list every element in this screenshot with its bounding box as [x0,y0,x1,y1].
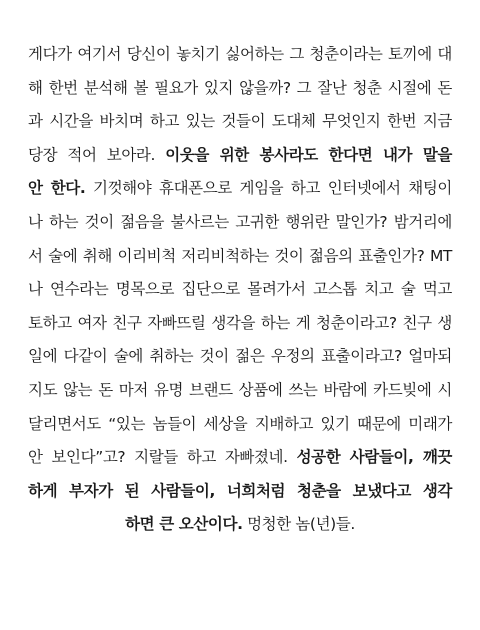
text-run: 해 한번 분석해 볼 필요가 있지 않을까? 그 잘난 청춘 시절에 돈 [28,78,452,97]
text-run: 나 하는 것이 젊음을 불사르는 고귀한 행위란 말인가? 밤거리에 [28,212,452,231]
text-run: 토하고 여자 친구 자빠뜨릴 생각을 하는 게 청춘이라고? 친구 생 [28,313,452,332]
text-line [28,273,452,307]
text-line [28,374,452,408]
text-line [28,441,452,475]
text-line [28,38,452,72]
text-run: 멍청한 놈(년)들. [242,515,355,534]
text-line [28,240,452,274]
text-line [28,475,452,509]
text-line [28,206,452,240]
text-run: 게다가 여기서 당신이 놓치기 싫어하는 그 청춘이라는 토끼에 대 [28,45,452,63]
body-paragraph [28,38,452,542]
text-run: 기껏해야 휴대폰으로 게임을 하고 인터넷에서 채팅이 [85,179,452,198]
bold-text-run: 하면 큰 오산이다. [125,515,243,534]
text-run: 과 시간을 바치며 하고 있는 것들이 도대체 무엇인지 한번 지금 [28,112,452,131]
bold-text-run: 성공한 사람들이, 깨끗 [296,448,452,467]
bold-text-run: 안 한다. [28,179,86,198]
text-run: 서 술에 취해 이리비척 저리비척하는 것이 젊음의 표출인가? MT [28,246,452,265]
bold-text-run: 하게 부자가 된 사람들이, 너희처럼 청춘을 보냈다고 생각 [28,481,452,500]
text-run: 지도 않는 돈 마저 유명 브랜드 상품에 쓰는 바람에 카드빚에 시 [28,380,452,399]
text-run: 달리면서도 “있는 놈들이 세상을 지배하고 있기 때문에 미래가 [28,414,452,433]
text-line-final [28,508,452,542]
text-run: 당장 적어 보아라. [28,145,166,164]
bold-text-run: 이웃을 위한 봉사라도 한다면 내가 말을 [165,145,452,164]
text-line [28,105,452,139]
text-line [28,408,452,442]
text-line [28,139,452,173]
text-line [28,307,452,341]
text-line [28,72,452,106]
text-run: 나 연수라는 명목으로 집단으로 몰려가서 고스톱 치고 술 먹고 [28,280,452,299]
text-line [28,340,452,374]
text-line [28,172,452,206]
text-run: 일에 다같이 술에 취하는 것이 젊은 우정의 표출이라고? 얼마되 [28,347,452,366]
text-run: 안 보인다”고? 지랄들 하고 자빠졌네. [28,448,297,467]
